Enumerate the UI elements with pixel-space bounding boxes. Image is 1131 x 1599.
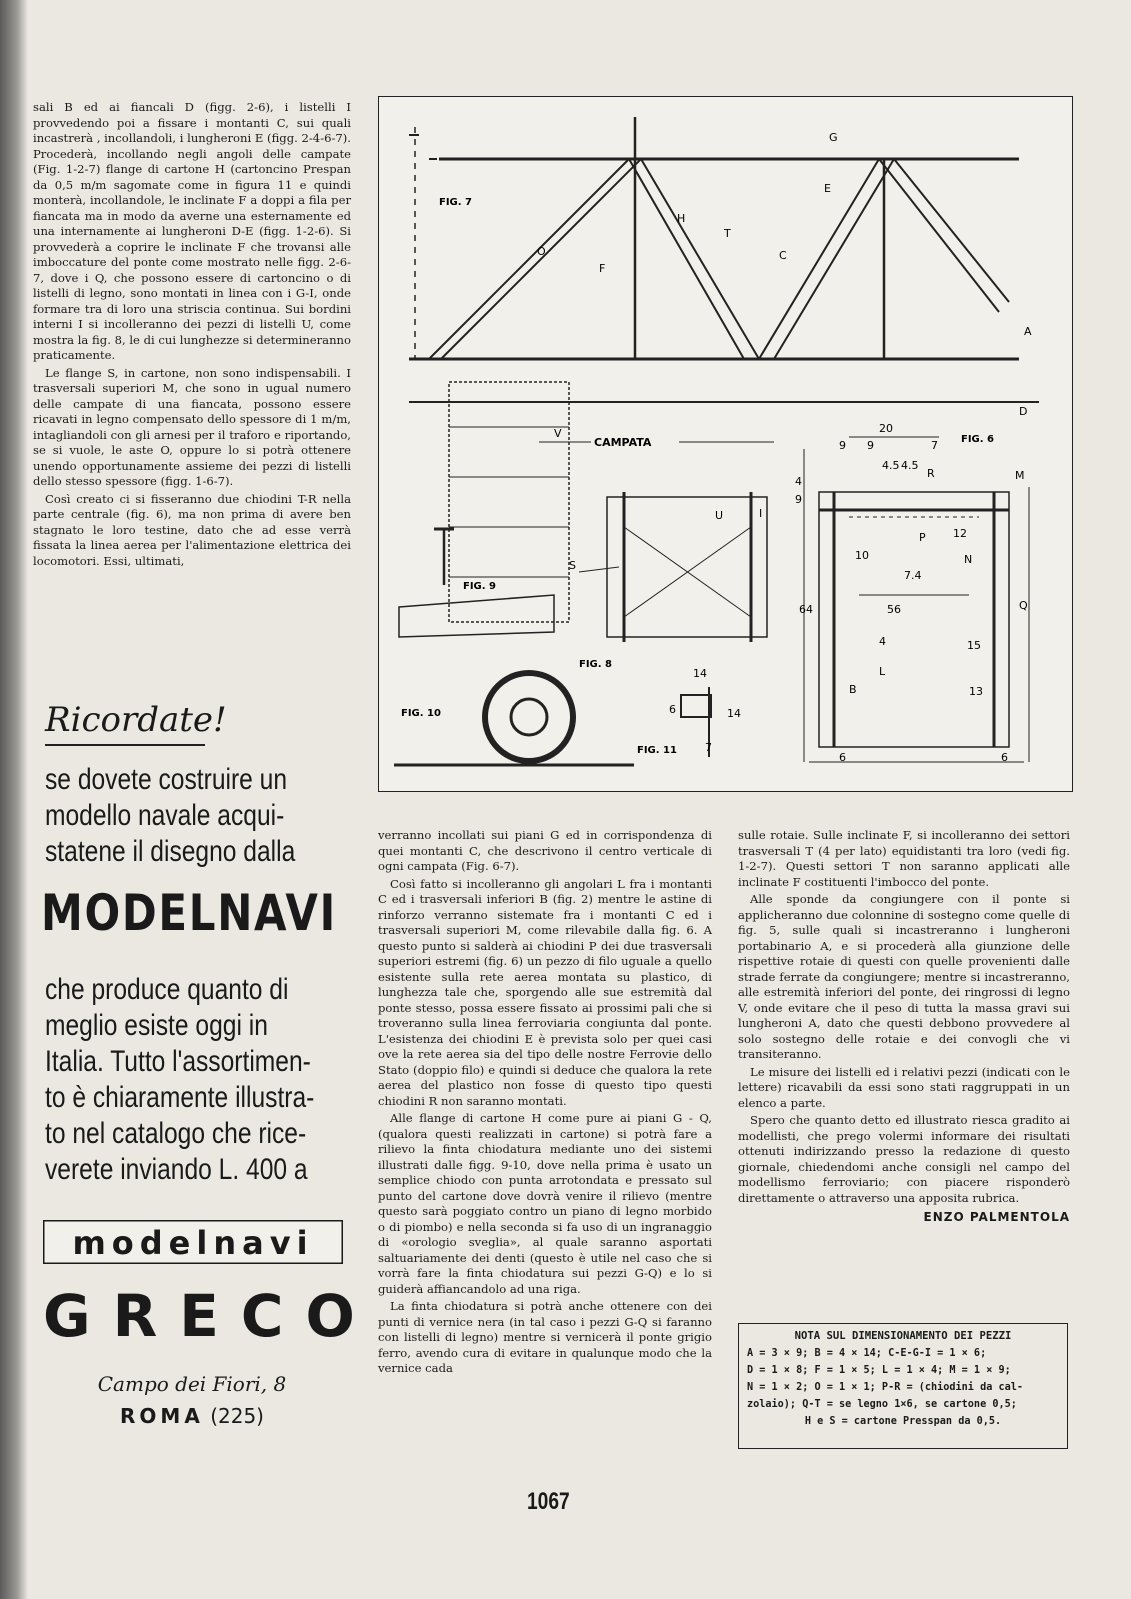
col2-paragraph-3: Alle flange di cartone H come pure ai piani G - Q, (qualora questi realizzati in cartone) si potrà fare a rilievo la finta chiodatura mediante uno dei sistemi illustrati dalle figg. 9-10, dove nella prima è usato un semplice chiodo con punta arrotondata e pressato sul punto del cartone dove dovrà venire il rilievo (mentre questo sarà poggiato contro un piano di legno morbido o di piombo) e nella seconda si fa uso di un ingranaggio di «orologio sveglia», al quale saranno asportati saltuariamente dei denti (questo è utile nel caso che si vorrà fare la finta chiodatura sui pezzi G-Q) e lo si guiderà affiancandolo ad una riga. xyxy=(378,1111,712,1296)
fig11-caption: FIG. 11 xyxy=(637,745,677,756)
label-O: O xyxy=(537,245,546,258)
dim-13: 13 xyxy=(969,685,983,698)
note-line-5: H e S = cartone Presspan da 0,5. xyxy=(804,1416,1002,1427)
ad-line-8: to nel catalogo che rice- xyxy=(45,1117,307,1150)
label-C: C xyxy=(779,249,787,262)
label-B: B xyxy=(849,683,857,696)
svg-text:modelnavi: modelnavi xyxy=(72,1224,314,1262)
dim-45b: 4.5 xyxy=(901,459,919,472)
label-P: P xyxy=(919,531,926,544)
label-V: V xyxy=(554,427,562,440)
fig8-caption: FIG. 8 xyxy=(579,659,612,670)
label-R: R xyxy=(927,467,935,480)
ad-city-code: (225) xyxy=(210,1404,264,1428)
ad-line-2: modello navale acqui- xyxy=(45,799,285,832)
ad-line-5: meglio esiste oggi in xyxy=(45,1009,268,1042)
label-T: T xyxy=(724,227,731,240)
ad-line-3: statene il disegno dalla xyxy=(45,835,296,868)
label-M: M xyxy=(1015,469,1025,482)
dim-6a: 6 xyxy=(839,751,846,764)
ad-title-underline xyxy=(45,744,205,746)
dim-10: 10 xyxy=(855,549,869,562)
label-N: N xyxy=(964,553,973,566)
modelnavi-advertisement xyxy=(33,682,377,1565)
col2-paragraph-2: Così fatto si incolleranno gli angolari L fra i montanti C ed i trasversali inferiori B (fig. 2) mentre le astine di rinforzo verranno sistemate fra i montanti C ed i trasversali superiori M, come rilevabile dalla fig. 6. A questo punto si salderà ai chiodini P dei due trasversali superiori estremi (fig. 6) un pezzo di filo uguale a quello esistente sulla rete aerea montata su plastico, di lunghezza tale che, sporgendo alle sue estremità dal ponte stesso, possa essere fissato ai prossimi pali che si troveranno sulla linea ferroviaria congiunta dal ponte. L'esistenza dei chiodini E è prevista solo per quei casi ove la rete aerea sia del tipo delle nostre Ferrovie dello Stato (doppio filo) e quindi si deduce che qualora la rete aerea del plastico non fosse di questo tipo questi chiodini R non saranno montati. xyxy=(378,876,712,1108)
dim-9c: 9 xyxy=(795,493,802,506)
label-L: L xyxy=(879,665,886,678)
col1-paragraph-1: sali B ed ai fiancali D (figg. 2-6), i listelli I provvedendo poi a fissare i montanti C, sui quali incastrerà , incollandoli, i lungheroni E (figg. 2-4-6-7). Procederà, incollando negli angoli delle campate (Fig. 1-2-7) flange di cartone H (cartoncino Prespan da 0,5 m/m sagomate come in figura 11 e quindi monterà, incollandole, le inclinate F a doppi a fila per fiancata ma in modo da averne una esternamente ed una internamente ai lungheroni D-E (figg. 1-2-6). Si provvederà a coprire le inclinate F che trovansi alle imboccature del ponte come mostrato nelle figg. 2-6-7, dove i Q, che possono essere di cartoncino o di listelli di legno, sono montati in linea con i G-I, onde formare tra di loro una striscia continua. Sui bordini interni I si incolleranno dei pezzi di listelli U, come mostra la fig. 8, le di cui lunghezze si determineranno praticamente. xyxy=(33,100,351,362)
author-signature: ENZO PALMENTOLA xyxy=(923,1210,1070,1224)
ad-line-4: che produce quanto di xyxy=(45,973,289,1006)
dim-9a: 9 xyxy=(839,439,846,452)
ad-company: GRECO xyxy=(43,1282,377,1350)
col1-paragraph-2: Le flange S, in cartone, non sono indispensabili. I trasversali superiori M, che sono in ugual numero delle campate di una fiancata, possono essere ricavati in legno compensato dello spessore di 1 m/m, intagliandoli con gli arnesi per il traforo e riportando, se si vuole, le aste O, oppure lo si potrà ottenere unendo opportunamente assieme dei pezzi di listelli dello stesso spessore (figg. 1-6-7). xyxy=(33,365,351,488)
dim-6b: 6 xyxy=(1001,751,1008,764)
col3-paragraph-2: Alle sponde da congiungere con il ponte si applicheranno due colonnine di sostegno come quelle di fig. 5, sulle quali si incastreranno i lungheroni portabinario A, e si procederà alla giunzione delle rispettive rotaie di questi con quelle provenienti dalle strade ferrate da congiungere; mentre si incastreranno, alle estremità inferiori del ponte, dei ringrossi di legno V, onde evitare che il peso di tutta la massa gravi sui lungheroni A, dato che questi debbono provvedere al solo sostegno delle rotaie e dei convogli che vi transiteranno. xyxy=(738,892,1070,1061)
dim-14a: 14 xyxy=(693,667,707,680)
fig9-caption: FIG. 9 xyxy=(463,581,496,592)
note-line-4: zolaio); Q-T = se legno 1×6, se cartone 0,5; xyxy=(747,1399,1017,1410)
dimension-note-box xyxy=(738,1323,1068,1449)
label-U: U xyxy=(715,509,724,522)
dim-4: 4 xyxy=(795,475,802,488)
dim-7b: 7 xyxy=(705,741,712,754)
article-column-3 xyxy=(738,828,1070,1226)
note-title: NOTA SUL DIMENSIONAMENTO DEI PEZZI xyxy=(794,1330,1012,1342)
label-I: I xyxy=(759,507,763,520)
col3-paragraph-4: Spero che quanto detto ed illustrato riesca gradito ai modellisti, che prego volermi informare dei risultati ottenuti indirizzando presso la redazione di questo giornale, chiedendomi anche consigli nel campo del modellismo ferroviario; con piacere risponderò direttamente o attraverso una apposita rubrica. xyxy=(738,1113,1070,1205)
dim-12: 12 xyxy=(953,527,967,540)
modelnavi-logo xyxy=(43,1220,343,1264)
dim-7: 7 xyxy=(931,439,938,452)
ad-address: Campo dei Fiori, 8 xyxy=(97,1372,287,1396)
col3-paragraph-3: Le misure dei listelli ed i relativi pezzi (indicati con le lettere) ricavabili da essi sono stati raggruppati in un elenco a parte. xyxy=(738,1064,1070,1110)
article-column-2 xyxy=(378,828,712,1379)
dim-64: 64 xyxy=(799,603,813,616)
label-Q: Q xyxy=(1019,599,1028,612)
label-A: A xyxy=(1024,325,1032,338)
col3-paragraph-1: sulle rotaie. Sulle inclinate F, si incolleranno dei settori trasversali T (4 per lato) equidistanti tra loro (vedi fig. 1-2-7). Questi settori T non saranno applicati alle inclinate F costituenti l'imbocco del ponte. xyxy=(738,828,1070,889)
label-D: D xyxy=(1019,405,1028,418)
article-column-1 xyxy=(33,100,351,571)
col2-paragraph-4: La finta chiodatura si potrà anche ottenere con dei punti di vernice nera (in tal caso i pezzi G-Q si faranno con listelli di legno) mentre si vernicerà il ponte grigio ferro, avendo cura di evitare in qualunque modo che la vernice cada xyxy=(378,1299,712,1375)
dim-20: 20 xyxy=(879,422,893,435)
label-H: H xyxy=(677,212,686,225)
label-G: G xyxy=(829,131,838,144)
dim-15: 15 xyxy=(967,639,981,652)
ad-line-6: Italia. Tutto l'assortimen- xyxy=(45,1045,311,1078)
col2-paragraph-1: verranno incollati sui piani G ed in corrispondenza di quei montanti C, che descrivono il centro verticale di ogni campata (Fig. 6-7). xyxy=(378,828,712,873)
ad-line-1: se dovete costruire un xyxy=(45,763,288,796)
dim-56: 56 xyxy=(887,603,901,616)
label-E: E xyxy=(824,182,831,195)
ad-line-7: to è chiaramente illustra- xyxy=(45,1081,315,1114)
label-S: S xyxy=(569,559,576,572)
ad-title: Ricordate! xyxy=(45,700,227,740)
ad-city: ROMA xyxy=(120,1404,204,1428)
dim-6c: 6 xyxy=(669,703,676,716)
label-F: F xyxy=(599,262,606,275)
dim-9b: 9 xyxy=(867,439,874,452)
fig7-caption: FIG. 7 xyxy=(439,197,472,208)
note-line-3: N = 1 × 2; O = 1 × 1; P-R = (chiodini da cal- xyxy=(747,1382,1024,1393)
bridge-drawings xyxy=(379,97,1072,791)
dim-4b: 4 xyxy=(879,635,886,648)
page-edge-shadow xyxy=(0,0,28,1599)
dim-74: 7.4 xyxy=(904,569,922,582)
fig10-caption: FIG. 10 xyxy=(401,708,441,719)
ad-brand: MODELNAVI xyxy=(41,884,337,942)
fig6-caption: FIG. 6 xyxy=(961,434,994,445)
col1-paragraph-3: Così creato ci si fisseranno due chiodini T-R nella parte centrale (fig. 6), ma non prima di avere ben stagnato le loro testine, dato che ad esse verrà fissata la linea aerea per l'alimentazione elettrica dei locomotori. Essi, ultimati, xyxy=(33,491,351,568)
ad-city-line xyxy=(33,1404,351,1428)
note-line-1: A = 3 × 9; B = 4 × 14; C-E-G-I = 1 × 6; xyxy=(747,1348,987,1359)
page-number: 1067 xyxy=(527,1488,570,1515)
ad-line-9: verete inviando L. 400 a xyxy=(45,1153,308,1186)
dim-14b: 14 xyxy=(727,707,741,720)
technical-drawing-plate xyxy=(378,96,1073,792)
dim-45a: 4.5 xyxy=(882,459,900,472)
campata-label: CAMPATA xyxy=(594,436,652,449)
note-line-2: D = 1 × 8; F = 1 × 5; L = 1 × 4; M = 1 × 9; xyxy=(747,1365,1011,1376)
